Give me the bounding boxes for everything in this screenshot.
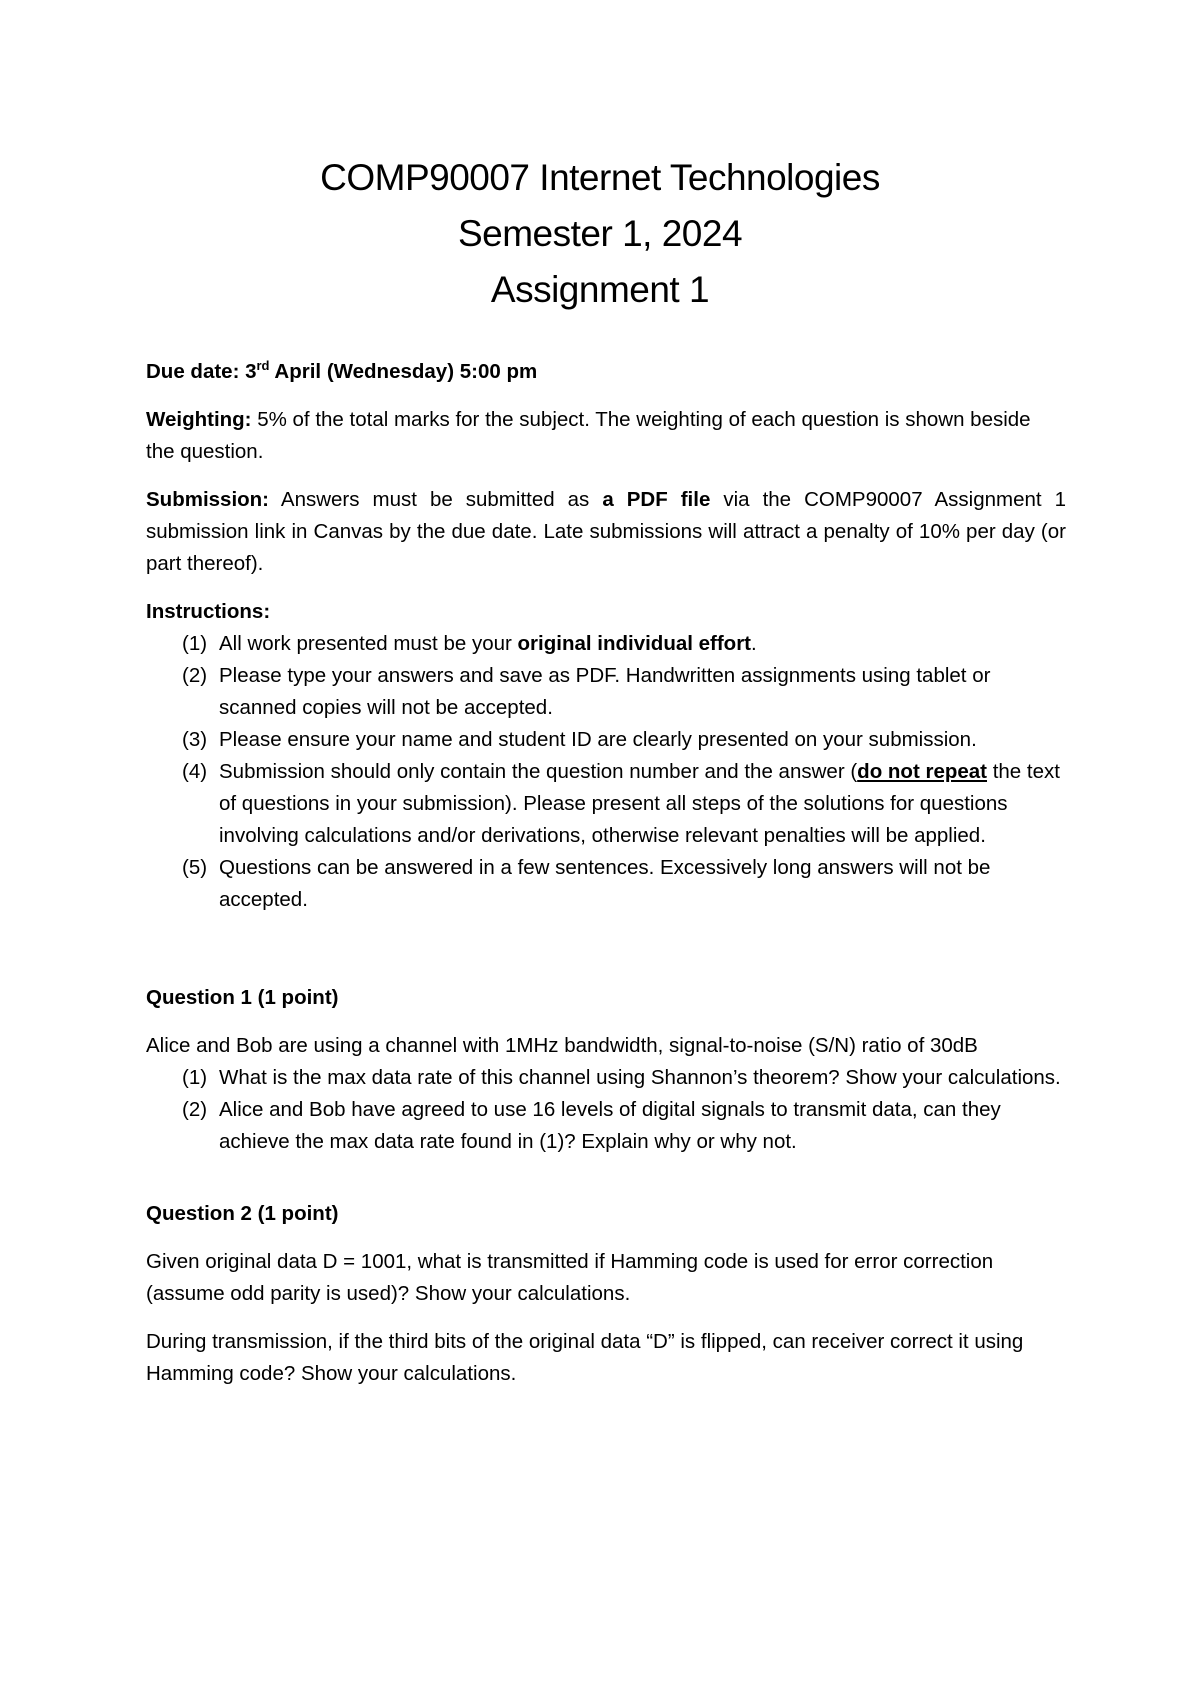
question-1-item xyxy=(146,1062,1066,1094)
item-number: (1) xyxy=(182,1066,208,1089)
instruction-item xyxy=(146,852,1066,916)
weighting-paragraph xyxy=(146,404,1051,468)
assignment-title: Assignment 1 xyxy=(490,269,710,310)
item-number: (3) xyxy=(182,728,208,751)
question-1-item xyxy=(146,1094,1066,1158)
instruction-text-end: the text of questions in your submission). Please present all steps of the solutions for questions involving calculations and/or derivations, otherwise relevant penalties will be applied. xyxy=(219,760,1060,847)
question-1-list xyxy=(146,1062,1066,1158)
instruction-item xyxy=(146,724,1066,756)
due-date xyxy=(146,356,1066,388)
due-date-rest: April (Wednesday) 5:00 pm xyxy=(269,360,538,383)
instruction-item xyxy=(146,756,1066,852)
item-number: (1) xyxy=(182,632,208,655)
item-number: (5) xyxy=(182,856,208,879)
instruction-text: Questions can be answered in a few sentences. Excessively long answers will not be accepted. xyxy=(219,856,991,911)
instructions-list xyxy=(146,628,1066,916)
question-item-text: Alice and Bob have agreed to use 16 levels of digital signals to transmit data, can they achieve the max data rate found in (1)? Explain why or why not. xyxy=(219,1098,1001,1153)
weighting-label: Weighting: xyxy=(146,408,252,431)
item-number: (2) xyxy=(182,1098,208,1121)
submission-paragraph xyxy=(146,484,1066,580)
instruction-text: Submission should only contain the question number and the answer ( xyxy=(219,760,858,783)
question-1-title: Question 1 (1 point) xyxy=(146,986,339,1009)
due-date-ordinal: rd xyxy=(256,358,270,374)
instruction-item xyxy=(146,660,1066,724)
instructions-heading: Instructions: xyxy=(146,600,271,623)
course-title: COMP90007 Internet Technologies xyxy=(320,157,880,198)
item-number: (2) xyxy=(182,664,208,687)
document-body xyxy=(146,356,1066,1390)
question-2-paragraph-2: During transmission, if the third bits of the original data “D” is flipped, can receiver correct it using Hamming code? Show your calculations. xyxy=(146,1330,1024,1385)
instruction-text: Please ensure your name and student ID are clearly presented on your submission. xyxy=(219,728,977,751)
instruction-text-end: . xyxy=(751,632,757,655)
instruction-text: Please type your answers and save as PDF. Handwritten assignments using tablet or scanned copies will not be accepted. xyxy=(219,664,991,719)
question-2-paragraph-1: Given original data D = 1001, what is transmitted if Hamming code is used for error correction (assume odd parity is used)? Show your calculations. xyxy=(146,1250,994,1305)
instruction-bold-text: original individual effort xyxy=(517,632,752,655)
question-2-title: Question 2 (1 point) xyxy=(146,1202,339,1225)
question-1-intro: Alice and Bob are using a channel with 1MHz bandwidth, signal-to-noise (S/N) ratio of 30dB xyxy=(146,1034,978,1057)
question-item-text: What is the max data rate of this channel using Shannon’s theorem? Show your calculations. xyxy=(219,1066,1061,1089)
submission-pdf-bold: a PDF file xyxy=(602,488,711,511)
item-number: (4) xyxy=(182,760,208,783)
submission-text-2: via the COMP90007 Assignment 1 submission link in Canvas by the due date. Late submissions will attract a penalty of 10% per day (or part thereof). xyxy=(146,488,1066,575)
submission-text-1: Answers must be submitted as xyxy=(269,488,603,511)
instruction-underlined-text: do not repeat xyxy=(857,760,988,783)
semester-title: Semester 1, 2024 xyxy=(457,213,743,254)
submission-label: Submission: xyxy=(146,488,270,511)
instruction-item xyxy=(146,628,1066,660)
due-date-label: Due date: 3 xyxy=(146,360,257,383)
weighting-text: 5% of the total marks for the subject. The weighting of each question is shown beside the question. xyxy=(146,408,1031,463)
instruction-text: All work presented must be your xyxy=(219,632,518,655)
document-header xyxy=(0,150,1200,318)
